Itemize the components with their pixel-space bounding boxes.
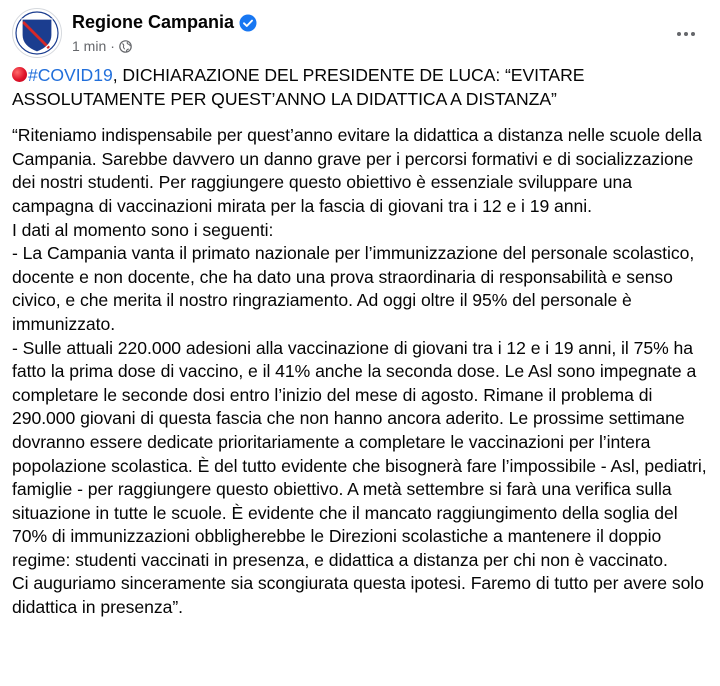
- post-meta: [72, 38, 132, 54]
- paragraph-gap: [12, 111, 710, 124]
- meta-separator: ·: [110, 38, 115, 54]
- more-options-icon: [677, 32, 681, 36]
- more-options-button[interactable]: [668, 16, 704, 52]
- more-options-icon: [691, 32, 695, 36]
- post-paragraph: Ci auguriamo sinceramente sia scongiurata questa ipotesi. Faremo di tutto per avere solo didattica in presenza”.: [12, 573, 704, 618]
- globe-icon[interactable]: [119, 40, 132, 53]
- title-text: , DICHIARAZIONE DEL PRESIDENTE DE LUCA: “EVITARE ASSOLUTAMENTE PER QUEST’ANNO LA DIDATTICA A DISTANZA”: [12, 65, 585, 109]
- post-body: [12, 64, 710, 620]
- regione-campania-logo: [13, 9, 61, 57]
- red-circle-icon: [12, 67, 27, 82]
- post-paragraph: - Sulle attuali 220.000 adesioni alla vaccinazione di giovani tra i 12 e i 19 anni, il 75% ha fatto la prima dose di vaccino, e il 41% anche la seconda dose. Le Asl sono impegnate a completare le seconde dosi entro l’inizio del mese di agosto. Rimane il problema di 290.000 giovani di questa fascia che non hanno ancora aderito. Le prossime settimane dovranno essere dedicate prioritariamente a completare le vaccinazioni per l’intera popolazione scolastica. È del tutto evidente che bisognerà fare l’impossibile - Asl, pediatri, famiglie - per raggiungere questo obiettivo. A metà settembre si farà una verifica sulla situazione in tutte le scuole. È evidente che il mancato raggiungimento della soglia del 70% di immunizzazioni obbligherebbe le Direzioni scolastiche a mantenere il doppio regime: studenti vaccinati in presenza, e didattica a distanza per chi non è vaccinato.: [12, 337, 707, 570]
- page-avatar[interactable]: [12, 8, 62, 58]
- post-paragraph: “Riteniamo indispensabile per quest’anno evitare la didattica a distanza nelle scuole della Campania. Sarebbe davvero un danno grave per i percorsi formativi e di socializzazione dei nostri studenti. Per raggiungere questo obiettivo è essenziale sviluppare una campagna di vaccinazioni mirata per la fascia di giovani tra i 12 e i 19 anni.: [12, 125, 702, 216]
- author-row: [72, 12, 257, 33]
- post-title: [12, 64, 710, 111]
- post-paragraph: I dati al momento sono i seguenti:: [12, 219, 274, 240]
- post-timestamp[interactable]: 1 min: [72, 38, 107, 54]
- more-options-icon: [684, 32, 688, 36]
- hashtag-link[interactable]: #COVID19: [28, 65, 113, 85]
- verified-badge-icon: [239, 14, 257, 32]
- post-paragraph: - La Campania vanta il primato nazionale per l’immunizzazione del personale scolastico, docente e non docente, che ha dato una prova straordinaria di responsabilità e senso civico, e che merita il nostro ringraziamento. Ad oggi oltre il 95% del personale è immunizzato.: [12, 243, 695, 334]
- post-header: [12, 8, 708, 58]
- page-name[interactable]: Regione Campania: [72, 12, 235, 32]
